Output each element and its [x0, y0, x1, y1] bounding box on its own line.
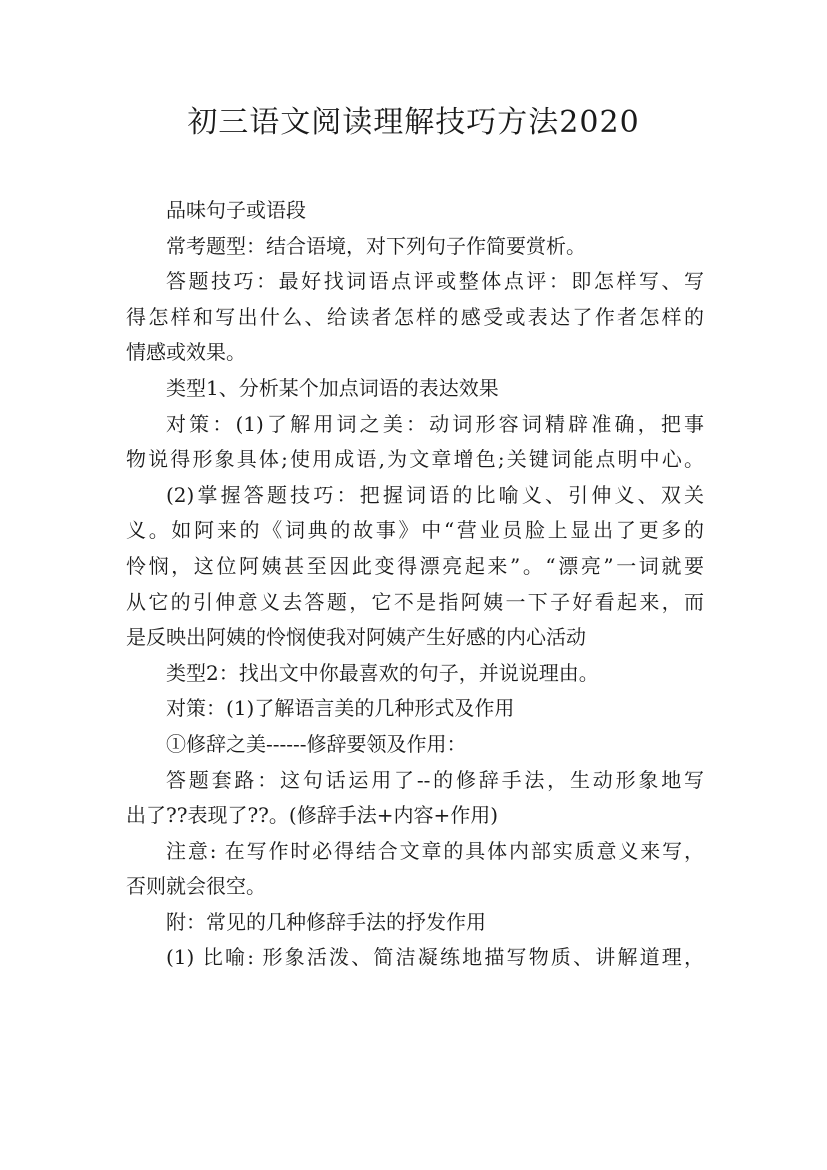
- paragraph-line: 从它的引伸意义去答题，它不是指阿姨一下子好看起来，而: [126, 589, 704, 614]
- paragraph-line: (1) 比喻: 形象活泼、简洁凝练地描写物质、讲解道理，: [166, 945, 704, 970]
- paragraph-line: 附：常见的几种修辞手法的抒发作用: [166, 909, 486, 934]
- paragraph-line: 答题技巧：最好找词语点评或整体点评：即怎样写、写: [166, 269, 704, 294]
- paragraph-line: 注意: 在写作时必得结合文章的具体内部实质意义来写，: [166, 838, 704, 863]
- paragraph-line: 怜悯，这位阿姨甚至因此变得漂亮起来”。“漂亮”一词就要: [126, 553, 704, 578]
- paragraph-line: 情感或效果。: [126, 340, 246, 365]
- paragraph-line: 对策：(1)了解语言美的几种形式及作用: [166, 696, 515, 721]
- paragraph-line: ①修辞之美------修辞要领及作用：: [166, 731, 467, 756]
- paragraph-line: (2)掌握答题技巧：把握词语的比喻义、引伸义、双关: [166, 482, 704, 507]
- document-title: 初三语文阅读理解技巧方法2020: [187, 105, 640, 140]
- paragraph-line: 类型1、分析某个加点词语的表达效果: [166, 375, 499, 400]
- document-body: [126, 193, 704, 976]
- paragraph-line: 义。如阿来的《词典的故事》中“营业员脸上显出了更多的: [126, 518, 704, 543]
- paragraph-line: 出了??表现了??。(修辞手法+内容+作用): [126, 803, 499, 828]
- paragraph-line: 是反映出阿姨的怜悯使我对阿姨产生好感的内心活动: [126, 625, 586, 650]
- paragraph-line: 对策：(1)了解用词之美：动词形容词精辟准确，把事: [166, 411, 704, 436]
- paragraph-line: 常考题型：结合语境，对下列句子作简要赏析。: [166, 233, 586, 258]
- paragraph-line: 品味句子或语段: [166, 198, 306, 222]
- paragraph-line: 否则就会很空。: [126, 874, 266, 899]
- paragraph-line: 物说得形象具体;使用成语,为文章增色;关键词能点明中心。: [126, 447, 704, 472]
- paragraph-line: 答题套路：这句话运用了--的修辞手法，生动形象地写: [166, 767, 704, 792]
- paragraph-line: 得怎样和写出什么、给读者怎样的感受或表达了作者怎样的: [126, 304, 704, 329]
- paragraph-line: 类型2：找出文中你最喜欢的句子，并说说理由。: [166, 660, 599, 685]
